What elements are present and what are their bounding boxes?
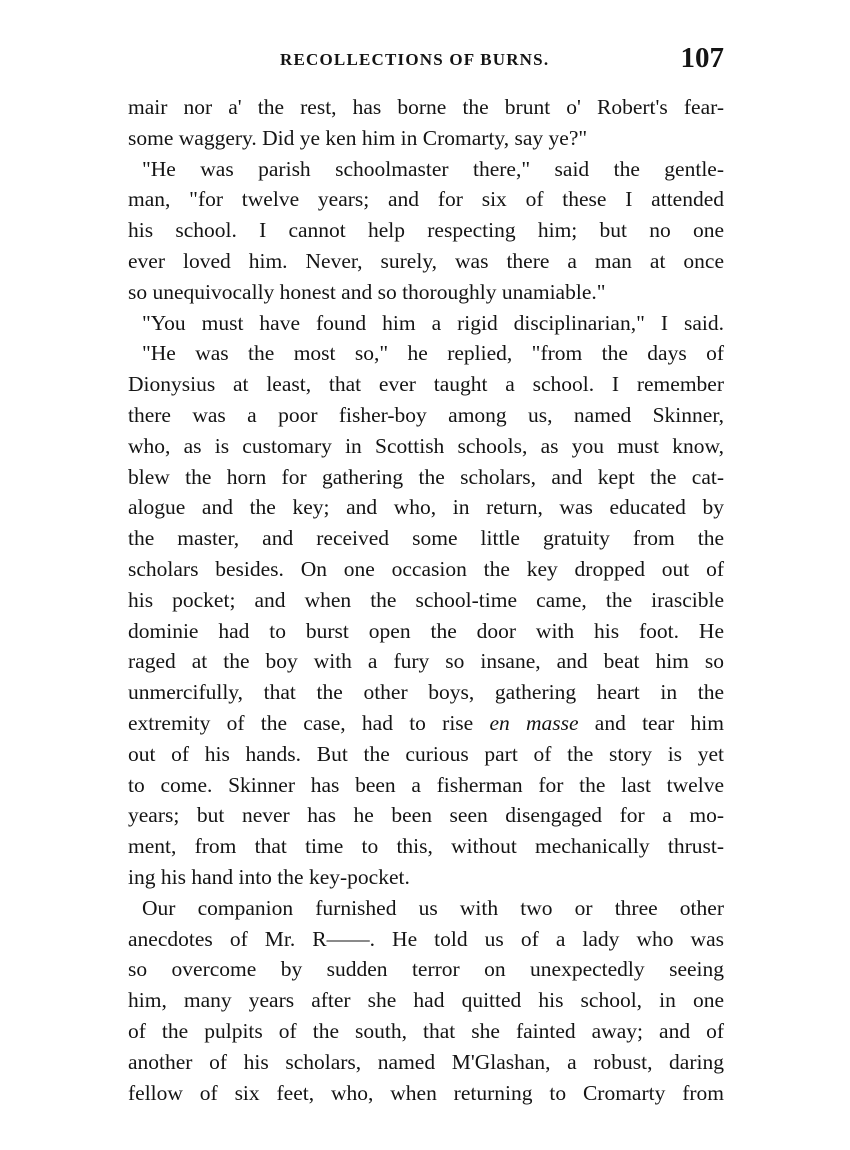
- text-line: dominie had to burst open the door with his foot. He: [128, 618, 724, 643]
- text-line: another of his scholars, named M'Glashan, a robust, daring: [128, 1049, 724, 1074]
- text-segment: extremity of the case, had to rise: [128, 710, 490, 735]
- text-line: "He was parish schoolmaster there," said the gentle-: [142, 156, 724, 181]
- italic-phrase: en masse: [489, 710, 579, 735]
- text-line: ing his hand into the key-pocket.: [128, 864, 410, 889]
- text-line: raged at the boy with a fury so insane, and beat him so: [128, 649, 724, 674]
- text-line: anecdotes of Mr. R——. He told us of a lady who was: [128, 926, 724, 951]
- text-line: "You must have found him a rigid disciplinarian," I said.: [142, 310, 724, 335]
- text-line: ever loved him. Never, surely, was there a man at once: [128, 248, 724, 273]
- text-line: ment, from that time to this, without mechanically thrust-: [128, 834, 724, 859]
- text-line: his school. I cannot help respecting him; but no one: [128, 218, 724, 243]
- text-line: to come. Skinner has been a fisherman for the last twelve: [128, 772, 724, 797]
- text-line: scholars besides. On one occasion the key dropped out of: [128, 556, 724, 581]
- text-line: blew the horn for gathering the scholars, and kept the cat-: [128, 464, 724, 489]
- text-line: "He was the most so," he replied, "from the days of: [142, 341, 724, 366]
- text-line: years; but never has he been seen disengaged for a mo-: [128, 803, 724, 828]
- text-line: [128, 708, 724, 739]
- text-line: the master, and received some little gratuity from the: [128, 526, 724, 551]
- page-number: 107: [680, 42, 724, 74]
- text-segment: and tear him: [578, 710, 724, 735]
- text-line: his pocket; and when the school-time came, the irascible: [128, 587, 724, 612]
- text-line: unmercifully, that the other boys, gathering heart in the: [128, 680, 724, 705]
- running-head: RECOLLECTIONS OF BURNS.: [280, 50, 550, 69]
- text-line: Dionysius at least, that ever taught a school. I remember: [128, 372, 724, 397]
- text-line: there was a poor fisher-boy among us, named Skinner,: [128, 402, 724, 427]
- text-line: mair nor a' the rest, has borne the brunt o' Robert's fear-: [128, 95, 724, 119]
- text-line: alogue and the key; and who, in return, was educated by: [128, 495, 724, 520]
- text-line: fellow of six feet, who, when returning to Cromarty from: [128, 1080, 724, 1105]
- text-line: of the pulpits of the south, that she fainted away; and of: [128, 1018, 724, 1043]
- text-line: him, many years after she had quitted his school, in one: [128, 988, 724, 1013]
- text-line: man, "for twelve years; and for six of these I attended: [128, 187, 724, 212]
- text-line: so overcome by sudden terror on unexpectedly seeing: [128, 957, 724, 982]
- body-text: [128, 92, 724, 1108]
- text-line: Our companion furnished us with two or three other: [142, 895, 724, 920]
- text-line: who, as is customary in Scottish schools, as you must know,: [128, 433, 724, 458]
- text-line: so unequivocally honest and so thoroughly unamiable.": [128, 279, 606, 304]
- text-line: out of his hands. But the curious part of the story is yet: [128, 741, 724, 766]
- page-header: [128, 44, 724, 84]
- text-line: some waggery. Did ye ken him in Cromarty, say ye?": [128, 125, 588, 150]
